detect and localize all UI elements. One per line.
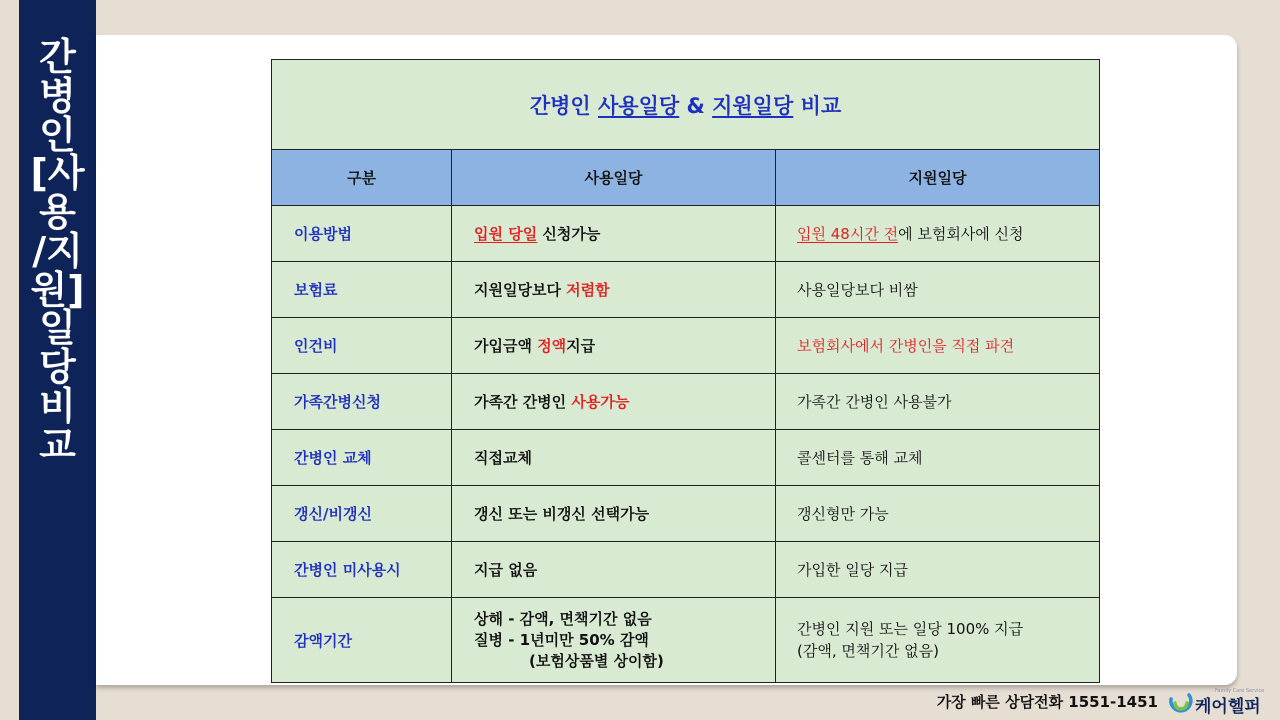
sidebar [19,0,96,720]
logo-swirl-icon [1167,689,1195,717]
vertical-title-char: 교 [39,422,76,467]
vertical-title-char: /지 [32,228,83,273]
title-text: 간병인 [529,93,599,118]
row-label: 간병인 교체 [272,430,452,486]
highlight-text: 정액 [537,337,567,355]
highlight-text: 저렴함 [566,281,610,299]
cell-line: 질병 - 1년미만 50% 감액 [474,630,649,649]
vertical-title-char: 병 [39,73,76,118]
cell-line: 상해 - 감액, 면책기간 없음 [474,609,652,628]
row-label: 보험료 [272,262,452,318]
vertical-title-char: 간 [39,35,76,79]
cell-text: 지급 [566,337,596,355]
use-cell: 직접교체 [452,430,776,486]
highlight-text: 입원 48시간 전 [797,225,899,243]
brand-logo [1167,686,1277,720]
support-cell: 갱신형만 가능 [776,486,1100,542]
table-row [272,430,1100,486]
use-cell [452,262,776,318]
cell-line: (보험상품별 상이함) [529,651,664,670]
header-row [272,150,1100,206]
use-cell [452,206,776,262]
row-label: 감액기간 [272,598,452,683]
use-cell [452,598,776,683]
header-use: 사용일당 [452,150,776,206]
title-row [272,60,1100,150]
support-cell: 사용일당보다 비쌈 [776,262,1100,318]
support-cell: 가족간 간병인 사용불가 [776,374,1100,430]
title-amp: & [679,93,713,118]
vertical-title-char: 용 [39,190,76,234]
table-title [272,60,1100,150]
support-cell: 보험회사에서 간병인을 직접 파견 [776,318,1100,374]
logo-text: 케어헬퍼 [1195,697,1261,717]
vertical-title-char: 일 [39,306,76,351]
cell-text: 에 보험회사에 신청 [898,225,1024,243]
footer-phone: 가장 빠른 상담전화 1551-1451 [936,693,1158,711]
table-row [272,542,1100,598]
use-cell [452,374,776,430]
header-support: 지원일당 [776,150,1100,206]
support-cell [776,206,1100,262]
cell-text: 가족간 간병인 [474,393,572,411]
title-support: 지원일당 [712,93,794,118]
title-use: 사용일당 [598,93,680,118]
table-row [272,598,1100,683]
row-label: 갱신/비갱신 [272,486,452,542]
vertical-title-char: 비 [39,383,76,428]
row-label: 이용방법 [272,206,452,262]
use-cell: 지급 없음 [452,542,776,598]
support-cell: 가입한 일당 지급 [776,542,1100,598]
vertical-title-char: 당 [39,345,76,389]
use-cell [452,318,776,374]
row-label: 가족간병신청 [272,374,452,430]
cell-text: 신청가능 [537,225,601,243]
cell-text: 가입금액 [474,337,538,355]
logo-subtext: Family Care Service [1215,688,1265,694]
table-row [272,318,1100,374]
table-row [272,206,1100,262]
highlight-text: 입원 당일 [474,225,538,243]
row-label: 간병인 미사용시 [272,542,452,598]
row-label: 인건비 [272,318,452,374]
cell-line: (감액, 면책기간 없음) [797,642,939,660]
use-cell: 갱신 또는 비갱신 선택가능 [452,486,776,542]
cell-text: 지원일당보다 [474,281,567,299]
header-category: 구분 [272,150,452,206]
support-cell: 콜센터를 통해 교체 [776,430,1100,486]
title-compare: 비교 [793,93,842,118]
table-row [272,486,1100,542]
vertical-title [30,35,85,720]
vertical-title-char: 인 [39,112,76,157]
table-row [272,262,1100,318]
comparison-table [271,59,1100,683]
support-cell [776,598,1100,683]
vertical-title-char: 원] [30,267,85,312]
table-row [272,374,1100,430]
highlight-text: 사용가능 [571,393,630,411]
vertical-title-char: [사 [30,151,85,196]
cell-line: 간병인 지원 또는 일당 100% 지급 [797,620,1024,638]
